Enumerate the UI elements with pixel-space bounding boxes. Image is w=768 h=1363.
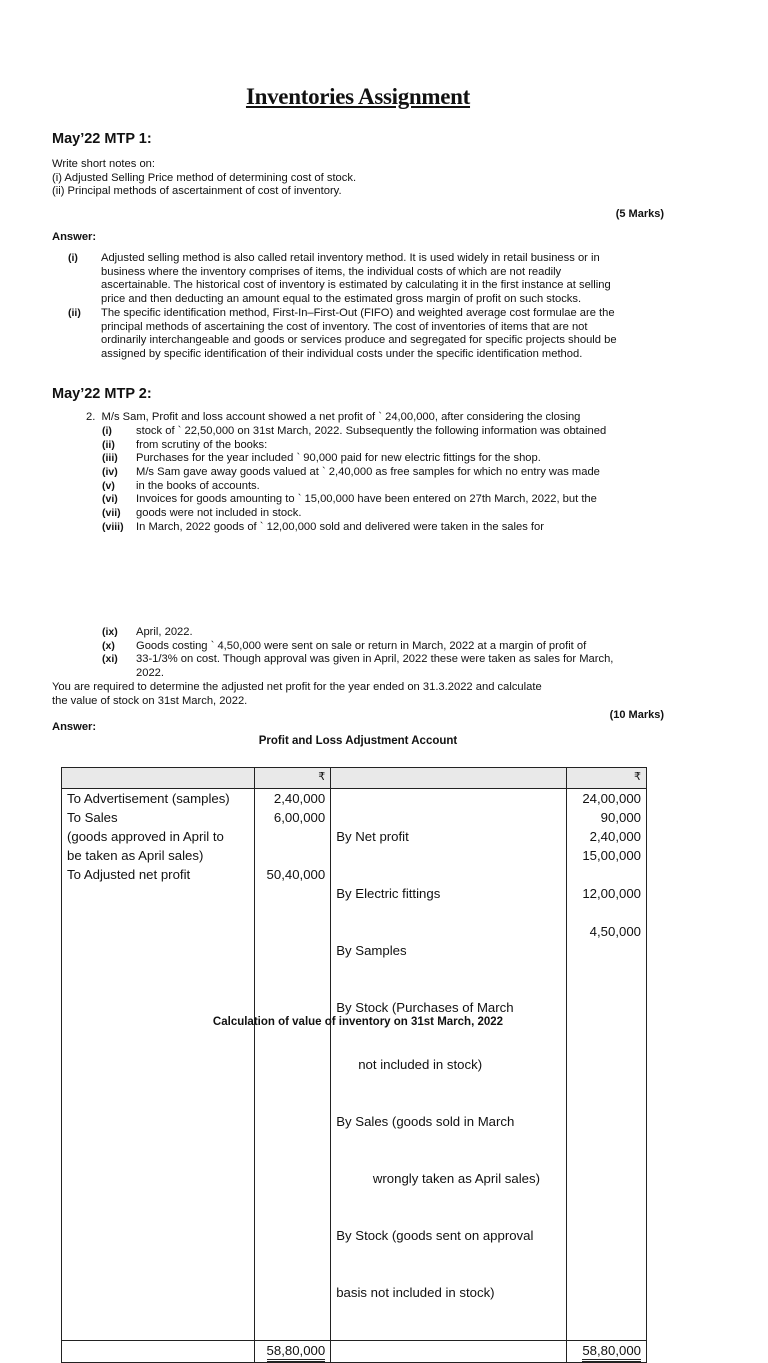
credit-particular: By Electric fittings [336, 886, 441, 901]
answer-line: ordinarily interchangeable and goods or services produce and segregated for specific projects should be [101, 334, 617, 347]
credit-total: 58,80,000 [582, 1343, 641, 1362]
question-item-text: In March, 2022 goods of ` 12,00,000 sold and delivered were taken in the sales for [136, 520, 544, 533]
credit-particular: By Sales (goods sold in March [336, 1114, 515, 1129]
question-item [102, 667, 662, 681]
question-item-text: Purchases for the year included ` 90,000 paid for new electric fittings for the shop. [136, 452, 541, 465]
question-item [102, 452, 662, 466]
total-debit-particulars [62, 1341, 255, 1363]
answer-line: principal methods of ascertaining the cost of inventory. The cost of inventories of items that are not [101, 320, 588, 333]
answer-item [68, 307, 658, 362]
question-2-closing-line: the value of stock on 31st March, 2022. [52, 694, 248, 707]
question-item-number [102, 667, 136, 681]
question-2-heading: May’22 MTP 2: [52, 386, 152, 402]
credit-particulars-cell [331, 789, 567, 1341]
debit-particular: To Sales [67, 810, 118, 825]
answer-2-label: Answer: [52, 721, 97, 733]
answer-1-label: Answer: [52, 231, 97, 243]
question-item [102, 653, 662, 667]
credit-amount: 15,00,000 [582, 848, 641, 863]
question-item-text: from scrutiny of the books: [136, 438, 268, 451]
answer-line: business where the inventory comprises of items, the individual costs of which are not readily [101, 265, 562, 278]
header-debit-particulars [62, 768, 255, 789]
question-item [102, 439, 662, 453]
question-1-heading: May’22 MTP 1: [52, 131, 152, 147]
question-item-text: April, 2022. [136, 626, 193, 638]
credit-total-cell [567, 1341, 647, 1363]
credit-amounts-cell [567, 789, 647, 1341]
answer-1-list [68, 252, 658, 362]
answer-line: ascertainable. The historical cost of inventory is estimated by calculating it in the first instance at selling [101, 279, 611, 292]
answer-line: price and then deducting an amount equal to the estimated gross margin of profit on such stocks. [101, 293, 582, 306]
question-item-number: (iv) [102, 466, 118, 479]
total-credit-particulars [331, 1341, 567, 1363]
question-2-closing-line: You are required to determine the adjusted net profit for the year ended on 31.3.2022 and calculate [52, 681, 542, 693]
debit-amount: 50,40,000 [266, 867, 326, 882]
question-item [102, 425, 662, 439]
question-1-line: Write short notes on: [52, 158, 156, 170]
table-header-row [62, 768, 647, 789]
debit-amount [260, 827, 325, 846]
question-item-number: (ii) [102, 438, 115, 451]
question-1-line: (i) Adjusted Selling Price method of determining cost of stock. [52, 171, 357, 184]
question-item [102, 466, 662, 480]
header-debit-currency: ₹ [255, 768, 331, 789]
question-item-number: (ix) [102, 626, 118, 638]
answer-item [68, 252, 658, 307]
question-2-intro: 2. M/s Sam, Profit and loss account showed a net profit of ` 24,00,000, after considering the closing [86, 411, 581, 423]
question-item-text: goods were not included in stock. [136, 507, 302, 520]
answer-line: The specific identification method, First-In–First-Out (FIFO) and weighted average cost formulae are the [101, 306, 615, 319]
question-2-marks: (10 Marks) [609, 709, 664, 721]
profit-loss-adjustment-table [61, 767, 647, 1363]
question-2-closing [52, 681, 542, 708]
question-item-number: (xi) [102, 653, 118, 666]
answer-item-number: (ii) [68, 306, 81, 319]
question-item-number: (i) [102, 425, 112, 437]
answer-item-text [101, 307, 658, 362]
debit-amount: 6,00,000 [273, 810, 326, 825]
credit-particular: By Samples [336, 943, 407, 958]
question-2-items-b [102, 626, 662, 681]
question-item [102, 626, 662, 640]
question-item [102, 640, 662, 654]
question-item [102, 507, 662, 521]
answer-item-number: (i) [68, 252, 78, 264]
debit-total: 58,80,000 [267, 1343, 326, 1362]
question-2-items-a [102, 425, 662, 535]
question-item-text: Goods costing ` 4,50,000 were sent on sale or return in March, 2022 at a margin of profit of [136, 639, 587, 652]
credit-particular: not included in stock) [336, 1057, 483, 1072]
question-item-text: in the books of accounts. [136, 479, 260, 492]
header-credit-particulars [331, 768, 567, 789]
credit-amount: 2,40,000 [589, 829, 641, 844]
debit-particulars-cell [62, 789, 255, 1341]
question-item-number: (vi) [102, 493, 118, 506]
question-item [102, 480, 662, 494]
credit-amount [572, 903, 641, 922]
table-row [62, 789, 647, 1341]
question-item [102, 493, 662, 507]
debit-total-cell [255, 1341, 331, 1363]
question-item-text: 2022. [136, 667, 164, 680]
question-item-number: (vii) [102, 507, 121, 520]
question-item-number: (v) [102, 479, 115, 492]
credit-particular: By Stock (goods sent on approval [336, 1228, 534, 1243]
question-item-text: stock of ` 22,50,000 on 31st March, 2022. Subsequently the following information was obtained [136, 425, 607, 437]
credit-particular: basis not included in stock) [336, 1285, 495, 1300]
credit-amount [572, 865, 641, 884]
credit-particular: By Stock (Purchases of March [336, 1000, 514, 1015]
answer-line: Adjusted selling method is also called retail inventory method. It is used widely in retail business or in [101, 252, 600, 264]
question-item-text: Invoices for goods amounting to ` 15,00,000 have been entered on 27th March, 2022, but the [136, 493, 597, 506]
inventory-calculation-heading: Calculation of value of inventory on 31st March, 2022 [212, 1016, 504, 1028]
debit-amounts-cell [255, 789, 331, 1341]
debit-particular: To Advertisement (samples) [67, 791, 230, 806]
credit-amount: 90,000 [600, 810, 641, 825]
credit-amount: 4,50,000 [589, 924, 641, 939]
question-item-number: (x) [102, 639, 115, 652]
question-1-text [52, 158, 356, 199]
debit-amount: 2,40,000 [273, 791, 326, 806]
credit-amount: 12,00,000 [582, 886, 641, 901]
table-total-row [62, 1341, 647, 1363]
question-item-number: (viii) [102, 520, 124, 533]
credit-particular: wrongly taken as April sales) [336, 1171, 540, 1186]
document-title: Inventories Assignment [245, 84, 471, 109]
debit-particular: be taken as April sales) [67, 848, 204, 863]
question-1-line: (ii) Principal methods of ascertainment of cost of inventory. [52, 185, 342, 198]
answer-line: assigned by specific identification of their individual costs under the specific identification method. [101, 347, 583, 360]
answer-item-text [101, 252, 658, 307]
question-1-marks: (5 Marks) [615, 208, 664, 220]
header-credit-currency: ₹ [567, 768, 647, 789]
question-item-text: M/s Sam gave away goods valued at ` 2,40,000 as free samples for which no entry was made [136, 466, 600, 479]
debit-amount [260, 846, 325, 865]
question-item-text: 33-1/3% on cost. Though approval was given in April, 2022 these were taken as sales for March, [136, 653, 614, 666]
question-item-number: (iii) [102, 452, 118, 465]
debit-particular: To Adjusted net profit [67, 867, 191, 882]
question-item [102, 521, 662, 535]
credit-amount [572, 941, 641, 960]
credit-particular: By Net profit [336, 829, 409, 844]
credit-amount: 24,00,000 [582, 791, 641, 806]
debit-particular: (goods approved in April to [67, 829, 224, 844]
account-title: Profit and Loss Adjustment Account [258, 735, 458, 747]
